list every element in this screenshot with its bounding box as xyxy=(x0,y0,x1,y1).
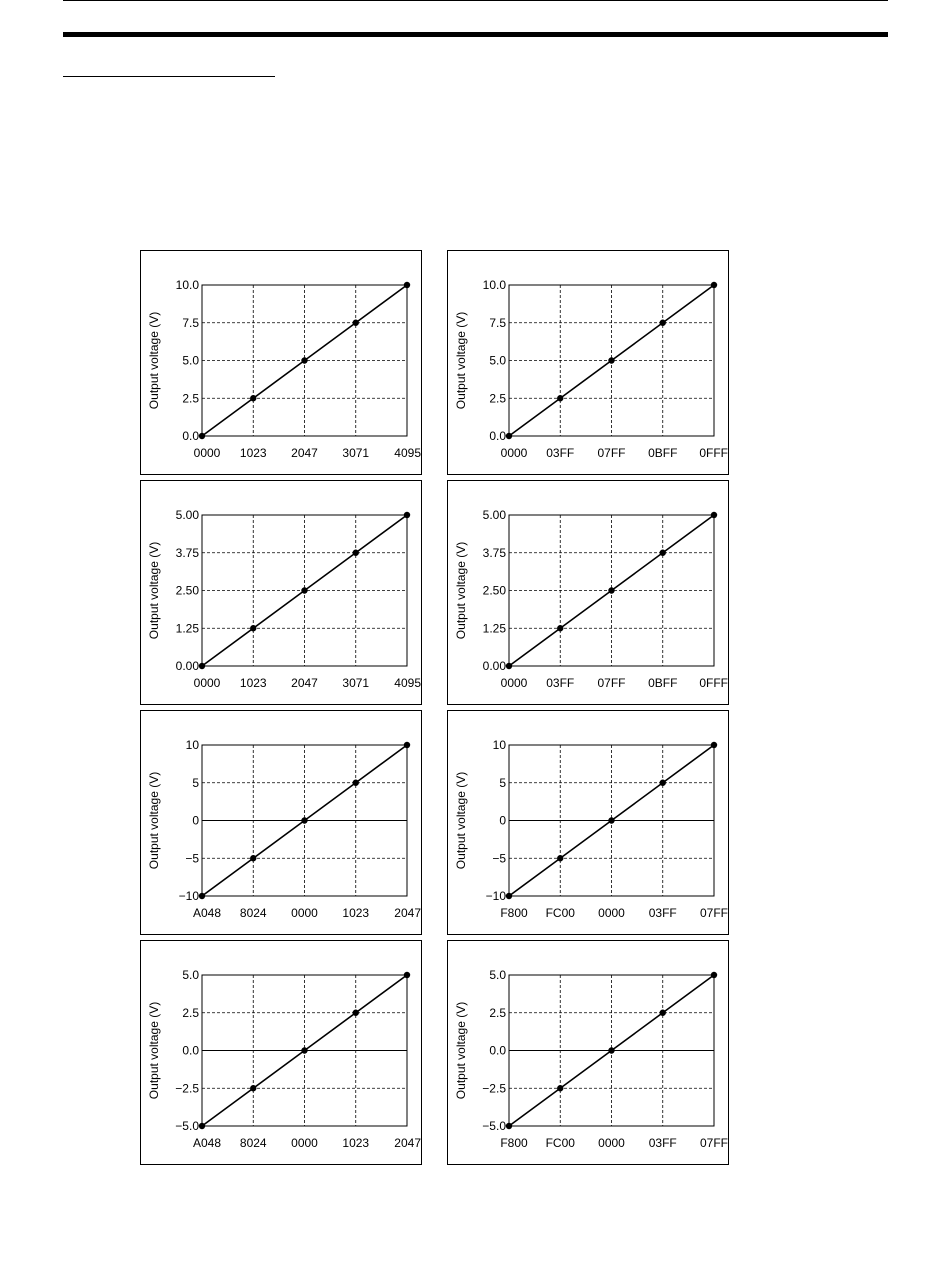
y-tick-label: 7.5 xyxy=(182,315,199,330)
x-tick-label: A048 xyxy=(192,1136,222,1150)
data-point xyxy=(660,320,666,326)
data-point xyxy=(711,972,717,978)
data-point xyxy=(250,395,256,401)
chart-svg xyxy=(448,711,730,936)
data-point xyxy=(711,512,717,518)
y-tick-label: 5.00 xyxy=(482,508,506,522)
y-tick-label: 0 xyxy=(192,813,199,828)
x-tick-label: F800 xyxy=(500,906,528,920)
data-point xyxy=(301,817,307,823)
y-axis-label: Output voltage (V) xyxy=(454,541,468,640)
data-point xyxy=(301,357,307,363)
y-tick-label: 0.0 xyxy=(182,1043,199,1058)
chart-svg xyxy=(141,711,423,936)
x-tick-label: 07FF xyxy=(597,676,626,690)
data-point xyxy=(557,1085,563,1091)
data-point xyxy=(199,433,205,439)
y-tick-label: 2.5 xyxy=(489,1005,506,1020)
y-tick-label: 5.0 xyxy=(182,968,199,982)
x-tick-label: 2047 xyxy=(291,676,318,690)
chart-panel-3 xyxy=(140,480,422,705)
x-tick-label: 4095 xyxy=(394,676,421,690)
data-point xyxy=(353,1010,359,1016)
data-point xyxy=(557,395,563,401)
y-tick-label: 0 xyxy=(499,813,506,828)
y-tick-label: 10 xyxy=(492,738,506,752)
chart-svg xyxy=(448,941,730,1166)
y-axis-label: Output voltage (V) xyxy=(454,1001,468,1100)
data-point xyxy=(199,893,205,899)
data-point xyxy=(711,282,717,288)
y-tick-label: 10 xyxy=(185,738,199,752)
data-point xyxy=(557,625,563,631)
data-point xyxy=(199,1123,205,1129)
y-tick-label: 5.0 xyxy=(489,968,506,982)
y-tick-label: −5.0 xyxy=(175,1119,199,1133)
y-tick-label: −5 xyxy=(185,851,199,866)
x-tick-label: 1023 xyxy=(239,676,267,690)
x-tick-label: 03FF xyxy=(648,906,677,920)
y-tick-label: 5 xyxy=(499,775,506,790)
chart-svg xyxy=(448,251,730,476)
chart-panel-1 xyxy=(140,250,422,475)
x-tick-label: 0BFF xyxy=(648,446,678,460)
y-tick-label: 2.5 xyxy=(489,391,506,406)
x-tick-label: 8024 xyxy=(239,906,267,920)
data-point xyxy=(506,893,512,899)
x-tick-label: FC00 xyxy=(545,1136,575,1150)
data-point xyxy=(711,742,717,748)
x-tick-label: 0000 xyxy=(193,446,221,460)
y-tick-label: −10 xyxy=(178,889,199,903)
x-tick-label: 0000 xyxy=(598,906,625,920)
y-tick-label: −10 xyxy=(485,889,506,903)
y-tick-label: 7.5 xyxy=(489,315,506,330)
x-tick-label: 1023 xyxy=(342,1136,370,1150)
y-axis-label: Output voltage (V) xyxy=(147,1001,161,1100)
data-point xyxy=(660,780,666,786)
chart-svg xyxy=(141,481,423,706)
y-tick-label: 5.0 xyxy=(182,353,199,368)
y-axis-label: Output voltage (V) xyxy=(454,311,468,410)
y-tick-label: 0.0 xyxy=(489,429,506,443)
chart-panel-6 xyxy=(447,710,729,935)
y-axis-label: Output voltage (V) xyxy=(147,311,161,410)
data-point xyxy=(301,587,307,593)
data-point xyxy=(660,1010,666,1016)
x-tick-label: 1023 xyxy=(342,906,370,920)
x-tick-label: 0FFF xyxy=(699,446,728,460)
x-tick-label: FC00 xyxy=(545,906,575,920)
data-point xyxy=(506,1123,512,1129)
x-tick-label: 0000 xyxy=(291,1136,318,1150)
y-tick-label: 0.0 xyxy=(489,1043,506,1058)
x-tick-label: 3071 xyxy=(342,446,370,460)
x-tick-label: 3071 xyxy=(342,676,370,690)
x-tick-label: 03FF xyxy=(546,446,575,460)
y-tick-label: 3.75 xyxy=(175,545,199,560)
y-tick-label: 1.25 xyxy=(482,621,506,636)
x-tick-label: 8024 xyxy=(239,1136,267,1150)
data-point xyxy=(608,587,614,593)
data-point xyxy=(608,1047,614,1053)
x-tick-label: 2047 xyxy=(291,446,318,460)
data-point xyxy=(608,817,614,823)
chart-panel-2 xyxy=(447,250,729,475)
y-tick-label: 5.00 xyxy=(175,508,199,522)
x-tick-label: A048 xyxy=(192,906,222,920)
x-tick-label: 07FF xyxy=(699,1136,728,1150)
header-rule-thin xyxy=(63,0,888,1)
section-rule xyxy=(63,76,275,77)
x-tick-label: 1023 xyxy=(239,446,267,460)
data-point xyxy=(608,357,614,363)
x-tick-label: 07FF xyxy=(597,446,626,460)
data-point xyxy=(250,1085,256,1091)
data-point xyxy=(404,742,410,748)
data-point xyxy=(506,433,512,439)
y-tick-label: 3.75 xyxy=(482,545,506,560)
x-tick-label: 0FFF xyxy=(699,676,728,690)
y-tick-label: 10.0 xyxy=(482,278,506,292)
chart-panel-8 xyxy=(447,940,729,1165)
x-tick-label: 0000 xyxy=(598,1136,625,1150)
chart-panel-5 xyxy=(140,710,422,935)
data-point xyxy=(353,320,359,326)
y-tick-label: 2.5 xyxy=(182,391,199,406)
y-tick-label: 5.0 xyxy=(489,353,506,368)
header-rule-thick xyxy=(63,32,888,37)
data-point xyxy=(557,855,563,861)
x-tick-label: 07FF xyxy=(699,906,728,920)
y-tick-label: 0.00 xyxy=(482,659,506,673)
chart-svg xyxy=(141,251,423,476)
x-tick-label: 03FF xyxy=(546,676,575,690)
data-point xyxy=(506,663,512,669)
y-tick-label: −5.0 xyxy=(482,1119,506,1133)
x-tick-label: 0000 xyxy=(193,676,221,690)
y-tick-label: 2.50 xyxy=(175,583,199,598)
y-tick-label: −5 xyxy=(492,851,506,866)
data-point xyxy=(301,1047,307,1053)
data-point xyxy=(353,550,359,556)
chart-svg xyxy=(141,941,423,1166)
data-point xyxy=(250,625,256,631)
y-axis-label: Output voltage (V) xyxy=(147,771,161,870)
y-tick-label: 0.00 xyxy=(175,659,199,673)
y-tick-label: 2.50 xyxy=(482,583,506,598)
y-tick-label: 1.25 xyxy=(175,621,199,636)
x-tick-label: 03FF xyxy=(648,1136,677,1150)
data-point xyxy=(199,663,205,669)
y-axis-label: Output voltage (V) xyxy=(147,541,161,640)
data-point xyxy=(404,282,410,288)
chart-panel-7 xyxy=(140,940,422,1165)
x-tick-label: 2047 xyxy=(394,906,421,920)
data-point xyxy=(660,550,666,556)
x-tick-label: F800 xyxy=(500,1136,528,1150)
x-tick-label: 2047 xyxy=(394,1136,421,1150)
y-axis-label: Output voltage (V) xyxy=(454,771,468,870)
x-tick-label: 0000 xyxy=(500,676,528,690)
chart-svg xyxy=(448,481,730,706)
chart-panel-4 xyxy=(447,480,729,705)
x-tick-label: 0000 xyxy=(291,906,318,920)
y-tick-label: 5 xyxy=(192,775,199,790)
data-point xyxy=(404,512,410,518)
data-point xyxy=(404,972,410,978)
data-point xyxy=(353,780,359,786)
y-tick-label: 0.0 xyxy=(182,429,199,443)
x-tick-label: 4095 xyxy=(394,446,421,460)
x-tick-label: 0000 xyxy=(500,446,528,460)
y-tick-label: 10.0 xyxy=(175,278,199,292)
y-tick-label: −2.5 xyxy=(482,1081,506,1096)
data-point xyxy=(250,855,256,861)
y-tick-label: −2.5 xyxy=(175,1081,199,1096)
x-tick-label: 0BFF xyxy=(648,676,678,690)
y-tick-label: 2.5 xyxy=(182,1005,199,1020)
